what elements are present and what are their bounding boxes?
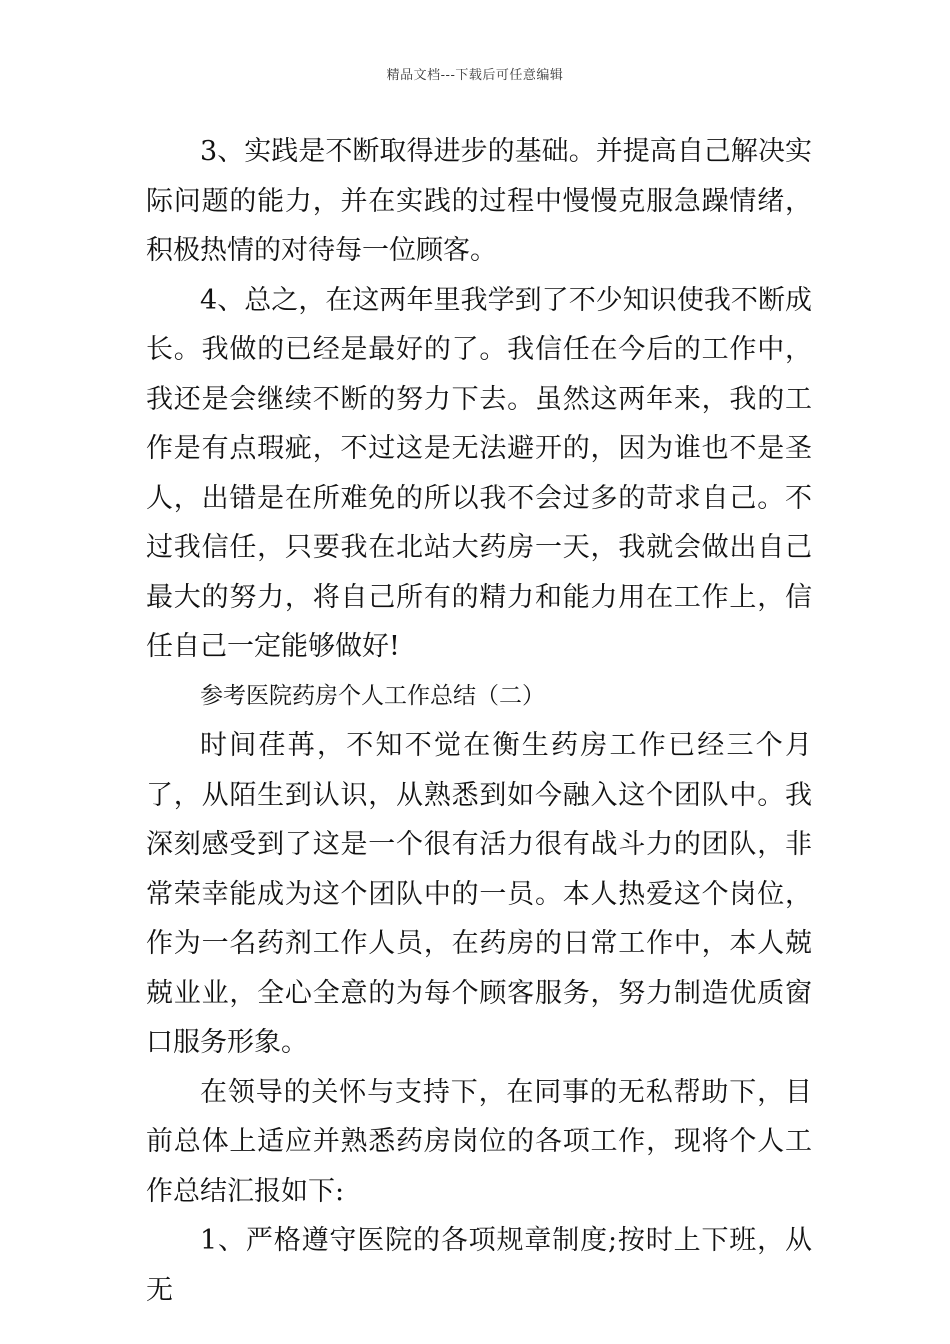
paragraph-intro: 时间荏苒，不知不觉在衡生药房工作已经三个月了，从陌生到认识，从熟悉到如今融入这个团队中。我深刻感受到了这是一个很有活力很有战斗力的团队，非常荣幸能成为这个团队中的一员。本人热爱这个岗位，作为一名药剂工作人员，在药房的日常工作中，本人兢兢业业，全心全意的为每个顾客服务，努力制造优质窗口服务形象。 xyxy=(146,730,812,1058)
document-body xyxy=(146,127,812,1315)
paragraph-report-lead: 在领导的关怀与支持下，在同事的无私帮助下，目前总体上适应并熟悉药房岗位的各项工作，现将个人工作总结汇报如下: xyxy=(146,1076,812,1207)
paragraph-item-4-summary: 4、总之，在这两年里我学到了不少知识使我不断成长。我做的已经是最好的了。我信任在今后的工作中，我还是会继续不断的努力下去。虽然这两年来，我的工作是有点瑕疵，不过这是无法避开的，因为谁也不是圣人，出错是在所难免的所以我不会过多的苛求自己。不过我信任，只要我在北站大药房一天，我就会做出自己最大的努力，将自己所有的精力和能力用在工作上，信任自己一定能够做好! xyxy=(146,284,812,662)
paragraph-item-1: 1、严格遵守医院的各项规章制度;按时上下班，从无 xyxy=(146,1225,812,1306)
page-header: 精品文档---下载后可任意编辑 xyxy=(386,68,564,83)
paragraph-item-3: 3、实践是不断取得进步的基础。并提高自己解决实际问题的能力，并在实践的过程中慢慢克服急躁情绪，积极热情的对待每一位顾客。 xyxy=(146,136,812,266)
section-heading: 参考医院药房个人工作总结（二） xyxy=(200,682,545,709)
